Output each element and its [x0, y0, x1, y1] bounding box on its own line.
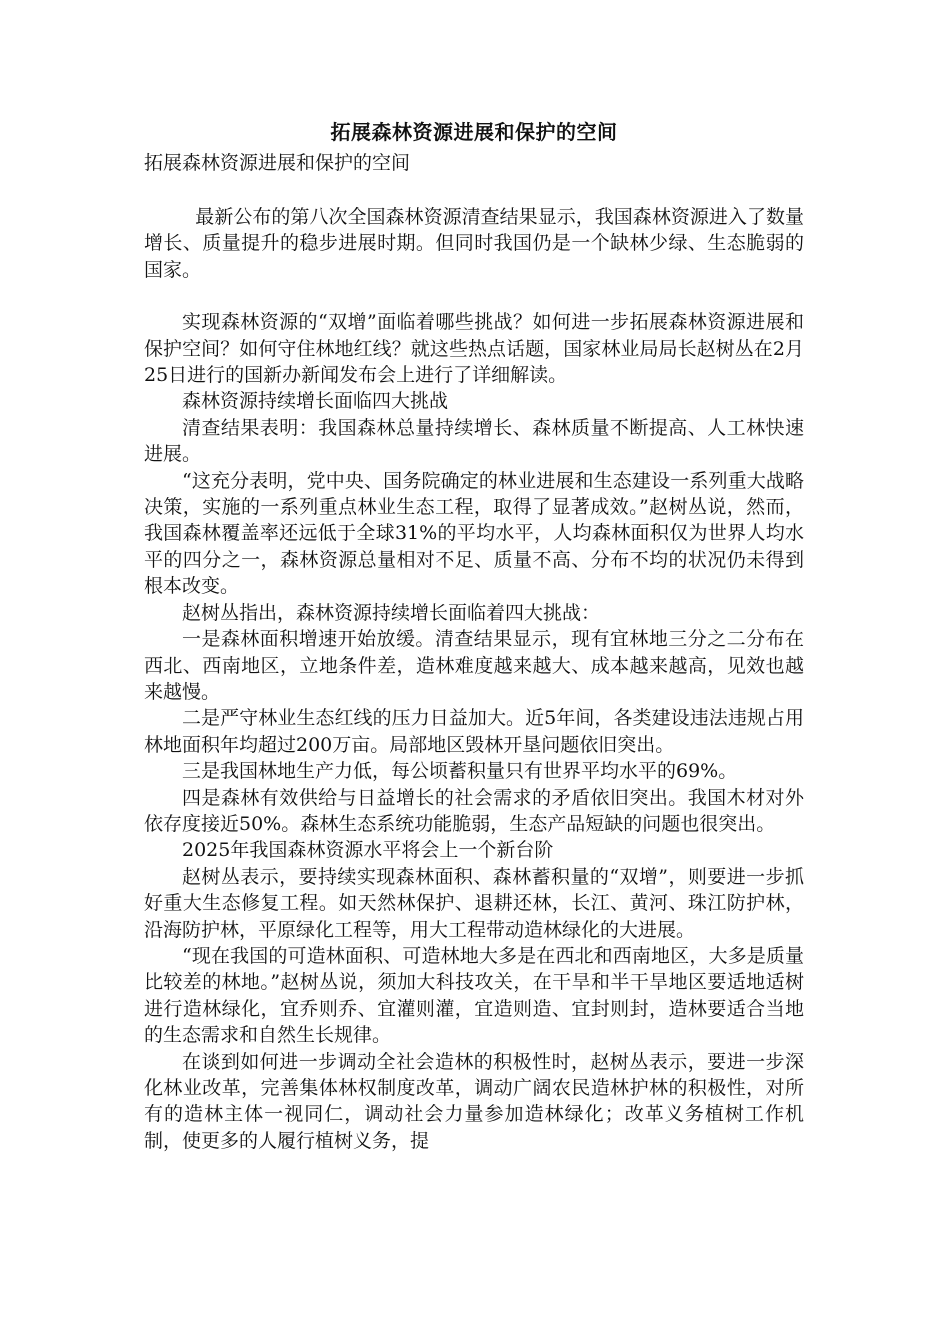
paragraph-social-afforestation: 在谈到如何进一步调动全社会造林的积极性时，赵树丛表示，要进一步深化林业改革，完善集体林权制度改革，调动广阔农民造林护林的积极性，对所有的造林主体一视同仁，调动社会力量参加造林绿化；改革义务植树工作机制，使更多的人履行植树义务，提	[144, 1050, 804, 1152]
paragraph-challenge-two: 二是严守林业生态红线的压力日益加大。近5年间，各类建设违法违规占用林地面积年均超过200万亩。局部地区毁林开垦问题依旧突出。	[144, 707, 804, 756]
section-heading-four-challenges: 森林资源持续增长面临四大挑战	[182, 390, 449, 413]
paragraph-quote-afforestation-land: “现在我国的可造林面积、可造林地大多是在西北和西南地区，大多是质量比较差的林地。”赵树丛说，须加大科技攻关，在干旱和半干旱地区要适地适树进行造林绿化，宜乔则乔、宜灌则灌，宜造则造、宜封则封，造林要适合当地的生态需求和自然生长规律。	[144, 944, 804, 1047]
paragraph-intro: 最新公布的第八次全国森林资源清查结果显示，我国森林资源进入了数量增长、质量提升的稳步进展时期。但同时我国仍是一个缺林少绿、生态脆弱的国家。	[144, 206, 804, 281]
paragraph-quote-achievements: “这充分表明，党中央、国务院确定的林业进展和生态建设一系列重大战略决策，实施的一系列重点林业生态工程，取得了显著成效。”赵树丛说，然而，我国森林覆盖率还远低于全球31%的平均水平，人均森林面积仅为世界人均水平的四分之一，森林资源总量相对不足、质量不高、分布不均的状况仍未得到根本改变。	[144, 469, 804, 598]
spacer	[144, 176, 804, 204]
section-heading-2025: 2025年我国森林资源水平将会上一个新台阶	[182, 839, 554, 862]
paragraph-four-challenges-intro: 赵树丛指出，森林资源持续增长面临着四大挑战：	[182, 601, 601, 624]
paragraph-survey-results: 清查结果表明：我国森林总量持续增长、森林质量不断提高、人工林快速进展。	[144, 416, 804, 466]
paragraph-challenges-question: 实现森林资源的“双增”面临着哪些挑战？如何进一步拓展森林资源进展和保护空间？如何守住林地红线？就这些热点话题，国家林业局局长赵树丛在2月25日进行的国新办新闻发布会上进行了详细解读。	[144, 311, 804, 387]
document-title: 拓展森林资源进展和保护的空间	[330, 120, 618, 144]
spacer	[144, 283, 804, 309]
paragraph-challenge-three: 三是我国林地生产力低，每公顷蓄积量只有世界平均水平的69%。	[182, 760, 738, 783]
paragraph-challenge-four: 四是森林有效供给与日益增长的社会需求的矛盾依旧突出。我国木材对外依存度接近50%。森林生态系统功能脆弱，生态产品短缺的问题也很突出。	[144, 786, 804, 835]
paragraph-challenge-one: 一是森林面积增速开始放缓。清查结果显示，现有宜林地三分之二分布在西北、西南地区，立地条件差，造林难度越来越大、成本越来越高，见效也越来越慢。	[144, 628, 804, 703]
document-subtitle: 拓展森林资源进展和保护的空间	[144, 152, 411, 174]
document-page	[144, 118, 804, 1154]
paragraph-ecological-projects: 赵树丛表示，要持续实现森林面积、森林蓄积量的“双增”，则要进一步抓好重大生态修复工程。如天然林保护、退耕还林，长江、黄河、珠江防护林，沿海防护林，平原绿化工程等，用大工程带动造林绿化的大进展。	[144, 865, 804, 941]
